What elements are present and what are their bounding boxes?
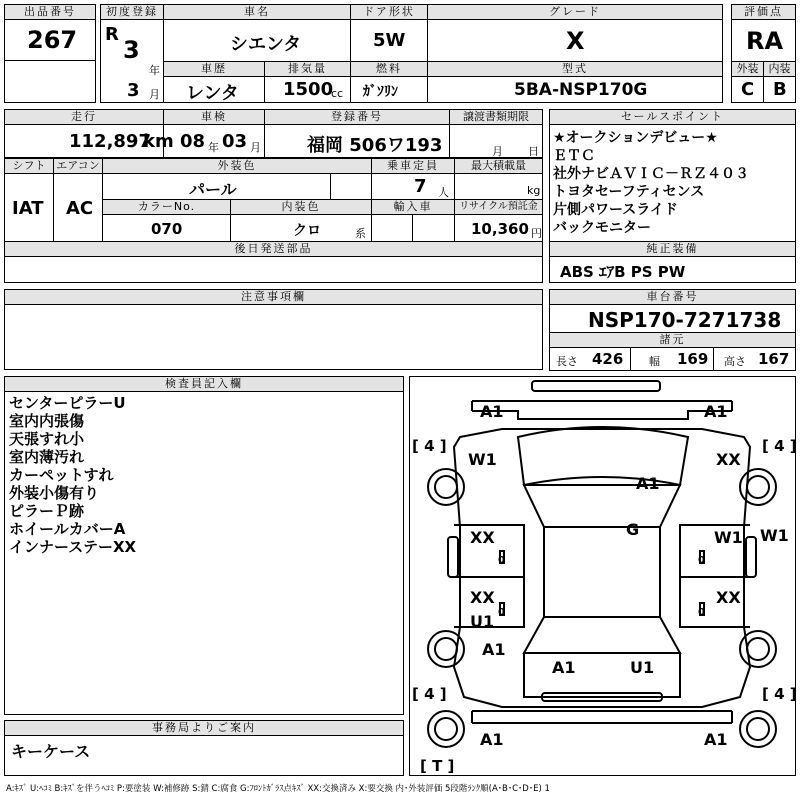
door-cell (350, 19, 428, 62)
height: 167 (758, 350, 790, 368)
door-label: ドア形状 (350, 4, 428, 20)
capacity-label: 乗車定員 (371, 158, 455, 174)
car-diagram-frame (409, 376, 796, 776)
kei-unit: 系 (355, 227, 366, 240)
kg-unit: kg (527, 184, 541, 197)
score: RA (746, 27, 784, 55)
max-load-label: 最大積載量 (454, 158, 543, 174)
code-front-left: A1 (480, 402, 504, 421)
year-unit: 年 (149, 64, 160, 77)
left-side-bar (448, 537, 458, 577)
code-rear-left: A1 (480, 730, 504, 749)
wheel-rl (428, 631, 464, 667)
shift-label: シフト (4, 158, 54, 174)
rear-glass-outline (524, 617, 680, 653)
import-label: 輸入車 (371, 199, 455, 215)
code-rear-glass-left: A1 (552, 658, 576, 677)
shift-cell (4, 173, 54, 242)
history-cell (163, 76, 265, 103)
tire-fl-depth: [ 4 ] (412, 437, 447, 455)
car-name-cell (163, 19, 351, 62)
mileage: 112,897 (69, 131, 151, 152)
cc-unit: cc (331, 87, 344, 100)
inspection-month-unit: 月 (250, 141, 261, 154)
shift: IAT (12, 198, 44, 219)
wheel-fl (428, 469, 464, 505)
inspector-notes-list (9, 394, 136, 556)
reg-year: 3 (123, 36, 140, 64)
code-front-right: A1 (704, 402, 728, 421)
chassis-cell (549, 304, 796, 333)
first-reg-label: 初度登録 (100, 4, 164, 20)
registration-cell (264, 124, 450, 158)
first-reg-cell (100, 19, 164, 103)
inspection-year: 08 (180, 131, 206, 152)
code-front-door-left: XX (470, 528, 495, 547)
transfer-cell (449, 124, 543, 158)
code-roof: G (626, 520, 640, 539)
door-mark-rl: 0 (498, 607, 505, 618)
km-unit: km (143, 131, 174, 152)
sales-points-list (553, 129, 749, 237)
inspector-label: 検査員記入欄 (4, 376, 404, 392)
mileage-label: 走行 (4, 109, 164, 125)
exterior-grade-cell (731, 76, 764, 103)
wheel-rr (740, 631, 776, 667)
model-code: 5BA-NSP170G (514, 80, 648, 100)
exterior-label: 外装 (731, 61, 764, 77)
genuine-label: 純正装備 (549, 241, 796, 257)
fuel-label: 燃料 (350, 61, 428, 77)
aircon: AC (66, 198, 94, 219)
fuel: ｶﾞｿﾘﾝ (363, 84, 398, 100)
door-type: 5W (373, 30, 406, 51)
chassis-number: NSP170-7271738 (588, 308, 782, 332)
model-code-cell (427, 76, 723, 103)
tire-fr-depth: [ 4 ] (762, 437, 797, 455)
aircon-label: エアコン (53, 158, 103, 174)
month-unit: 月 (149, 88, 160, 101)
dims-label: 諸元 (549, 332, 796, 348)
displacement-label: 排気量 (264, 61, 351, 77)
tire-rr-depth: [ 4 ] (762, 685, 797, 703)
code-rear-door-left: XX (470, 588, 495, 607)
car-name-label: 車名 (163, 4, 351, 20)
roof-outline (544, 527, 660, 617)
sales-point: 片側パワースライド (553, 202, 678, 218)
grade-label: グレード (427, 4, 723, 20)
ext-color: パール (189, 180, 237, 199)
length: 426 (592, 350, 624, 368)
rear-panel (472, 711, 732, 723)
mileage-cell (4, 124, 174, 158)
lot-number: 267 (27, 26, 78, 54)
inspector-note: 室内薄汚れ (9, 448, 85, 466)
inspection-month: 03 (222, 131, 248, 152)
exterior-grade: C (741, 79, 755, 100)
width-cell (630, 347, 714, 371)
front-bumper (532, 381, 660, 391)
inspector-note: 外装小傷有り (9, 484, 100, 502)
recycle-label: リサイクル預託金 (454, 199, 543, 215)
door-mark-rr: 0 (698, 607, 705, 618)
genuine-equipment: ABS ｴｱB PS PW (560, 263, 686, 281)
fuel-cell (350, 76, 428, 103)
car-name: シエンタ (230, 34, 302, 55)
color-no: 070 (151, 220, 183, 238)
legend: A:ｷｽﾞ U:ﾍｺﾐ B:ｷｽﾞを伴うﾍｺﾐ P:要塗装 W:補修跡 S:錆 C:腐食 G:ﾌﾛﾝﾄｶﾞﾗｽ点ｷｽﾞ XX:交換済み X:要交換 内･外装評価 5段階ﾗﾝｸ順(A･B･C･D･E) 1 (6, 784, 550, 794)
inspector-note: ホイールカバーA (9, 520, 126, 538)
transfer-day-unit: 日 (528, 145, 539, 158)
lot-blank-cell (4, 60, 96, 103)
import-cell-a (371, 214, 413, 242)
office-note: キーケース (11, 742, 91, 761)
interior-label: 内装 (763, 61, 796, 77)
sales-point: ★オークションデビュー★ (553, 130, 718, 146)
score-label: 評価点 (731, 4, 796, 20)
lot-cell (4, 19, 96, 61)
inspector-note: センターピラーU (9, 394, 126, 412)
sales-point: 社外ナビＡＶＩＣ－ＲＺ４０３ (553, 166, 749, 182)
lot-label: 出品番号 (4, 4, 96, 20)
aircon-cell (53, 173, 103, 242)
sales-points-cell (549, 124, 796, 242)
sales-point: トヨタセーフティセンス (553, 184, 705, 200)
code-front-door-right: W1 (714, 528, 743, 547)
code-fl-wheel: W1 (468, 450, 497, 469)
chassis-label: 車台番号 (549, 289, 796, 305)
code-fr-wheel: XX (716, 450, 741, 469)
spare-wheel-left (428, 711, 464, 747)
door-mark-fl: 0 (498, 555, 505, 566)
code-hood: A1 (636, 474, 660, 493)
code-rear-door-left-2: U1 (470, 612, 495, 631)
recycle-fee: 10,360 (471, 220, 529, 238)
transfer-label: 譲渡書類期限 (449, 109, 543, 125)
body-outline (454, 429, 750, 707)
rear-hatch-outline (524, 653, 680, 697)
max-load-cell (454, 173, 543, 200)
office-label: 事務局よりご案内 (4, 720, 404, 736)
tire-spare: [ T ] (420, 757, 455, 775)
displacement-cell (264, 76, 351, 103)
car-diagram (410, 377, 795, 775)
tire-rl-depth: [ 4 ] (412, 685, 447, 703)
inspector-note: カーペットすれ (9, 466, 114, 484)
history-label: 車歴 (163, 61, 265, 77)
code-rear-right: A1 (704, 730, 728, 749)
notes-cell (4, 304, 543, 370)
spare-wheel-right (740, 711, 776, 747)
capacity-cell (371, 173, 455, 200)
int-color-cell (230, 214, 372, 242)
yen-unit: 円 (531, 227, 542, 240)
inspection-label: 車検 (163, 109, 265, 125)
door-mark-fr: 0 (698, 555, 705, 566)
width: 169 (677, 350, 709, 368)
code-rl-wheel: A1 (482, 640, 506, 659)
grade-cell (427, 19, 723, 62)
model-code-label: 型式 (427, 61, 723, 77)
person-unit: 人 (438, 186, 449, 199)
interior-grade-cell (763, 76, 796, 103)
int-color: クロ (293, 223, 321, 239)
front-panel (472, 401, 732, 419)
color-no-cell (102, 214, 231, 242)
notes-label: 注意事項欄 (4, 289, 543, 305)
length-cell (549, 347, 631, 371)
score-cell (731, 19, 796, 62)
right-side-bar (746, 537, 756, 577)
inspector-note: インナーステーXX (9, 538, 137, 556)
interior-grade: B (773, 79, 787, 100)
wheel-fr (740, 469, 776, 505)
import-cell-b (412, 214, 455, 242)
hood-outline (518, 427, 688, 485)
registration-number: 福岡 506ワ193 (307, 135, 443, 156)
color-no-label: カラーNo. (102, 199, 231, 215)
capacity: 7 (414, 176, 427, 197)
code-rear-door-right: XX (716, 588, 741, 607)
later-parts-label: 後日発送部品 (4, 241, 543, 257)
sales-point: バックモニター (553, 220, 651, 236)
office-cell (4, 735, 404, 776)
history: レンタ (186, 83, 239, 104)
inspector-cell (4, 391, 404, 715)
transfer-month-unit: 月 (492, 145, 503, 158)
code-right-edge: W1 (760, 526, 789, 545)
recycle-cell (454, 214, 543, 242)
later-parts-cell (4, 256, 543, 283)
sales-point: ＥＴＣ (553, 148, 595, 164)
code-rear-glass-right: U1 (630, 658, 655, 677)
width-label: 幅 (649, 355, 660, 368)
displacement: 1500 (283, 79, 334, 100)
grade: X (566, 27, 585, 55)
height-cell (713, 347, 796, 371)
inspection-cell (163, 124, 265, 158)
int-color-label: 内装色 (230, 199, 372, 215)
genuine-cell (549, 256, 796, 283)
inspection-year-unit: 年 (208, 141, 219, 154)
inspector-note: 室内内張傷 (9, 412, 85, 430)
sales-points-label: セールスポイント (549, 109, 796, 125)
length-label: 長さ (556, 355, 578, 368)
era: R (105, 24, 119, 45)
ext-color-label: 外装色 (102, 158, 372, 174)
inspector-note: ピラーＰ跡 (9, 502, 85, 520)
ext-color-cell (102, 173, 331, 200)
reg-month: 3 (127, 80, 140, 101)
registration-label: 登録番号 (264, 109, 450, 125)
inspector-note: 天張すれ小 (9, 430, 85, 448)
height-label: 高さ (724, 355, 746, 368)
ext-color-extra-cell (330, 173, 372, 200)
